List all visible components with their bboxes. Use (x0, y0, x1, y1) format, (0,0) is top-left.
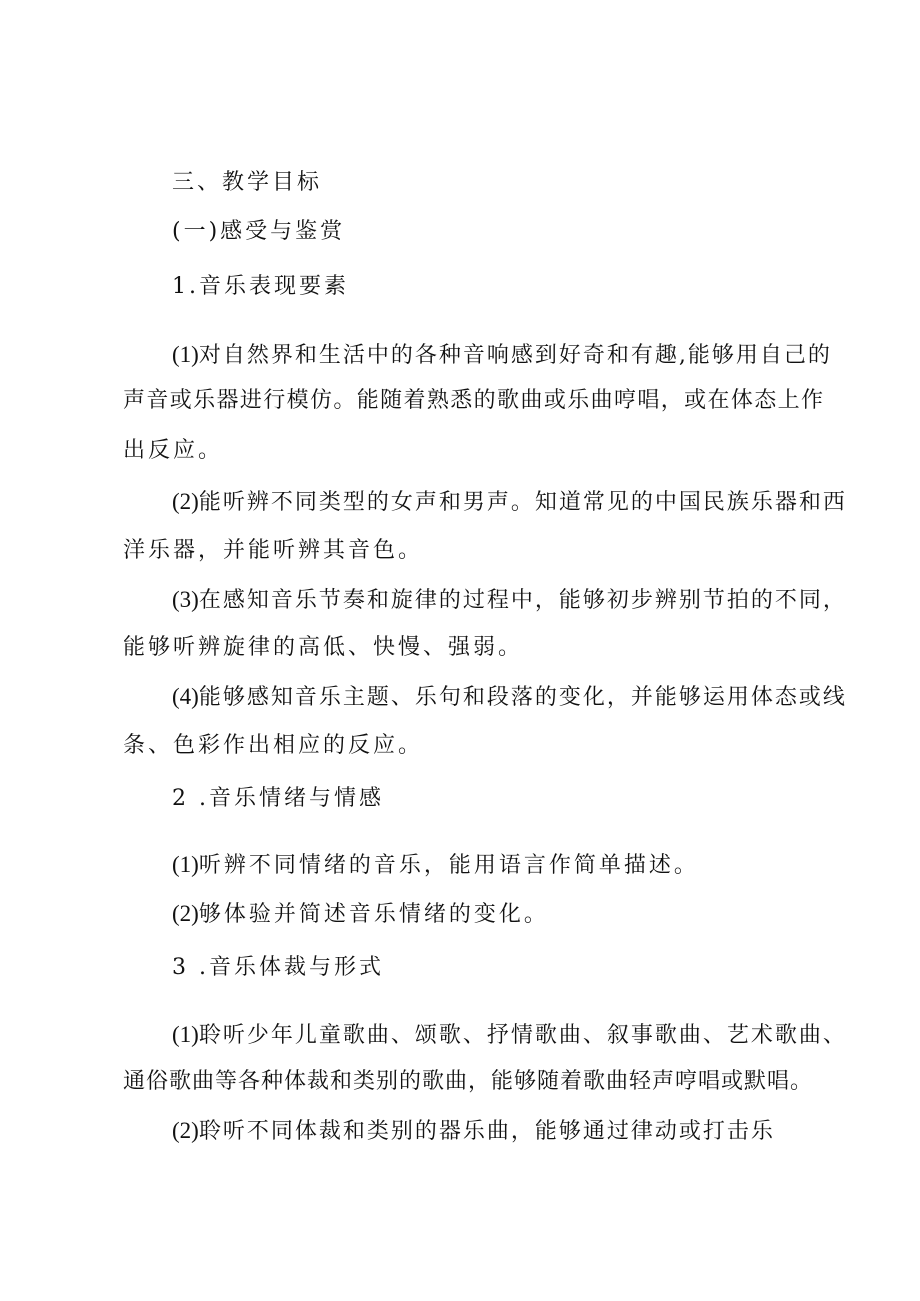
item1-p2-line2: 洋乐器，并能听辨其音色。 (123, 538, 424, 563)
section-heading: 三、教学目标 (172, 170, 323, 195)
item1-p4-line1 (172, 683, 847, 712)
item1-p4-text: 能够感知音乐主题、乐句和段落的变化，并能够运用体态或线 (198, 685, 847, 710)
item3-p2-text: 聆听不同体裁和类别的器乐曲，能够通过律动或打击乐 (198, 1119, 775, 1144)
item2-p2-number: (2) (172, 901, 199, 926)
item1-p1-text: 对自然界和生活中的各种音响感到好奇和有趣,能够用自己的 (198, 343, 832, 368)
item1-p3-line1 (172, 586, 847, 615)
item3-p2-line1 (172, 1117, 775, 1146)
item1-heading: 1.音乐表现要素 (172, 274, 349, 299)
item1-p3-text: 在感知音乐节奏和旋律的过程中，能够初步辨别节拍的不同， (198, 588, 847, 613)
item3-p1-line1 (172, 1021, 847, 1050)
item3-p1-number: (1) (172, 1022, 199, 1047)
item1-p1-line1 (172, 341, 832, 370)
item1-p4-line2: 条、色彩作出相应的反应。 (123, 733, 424, 758)
item1-p1-line2: 声音或乐器进行模仿。能随着熟悉的歌曲或乐曲哼唱，或在体态上作 (123, 388, 823, 413)
item2-p1-number: (1) (172, 852, 199, 877)
item2-p1-text: 听辨不同情绪的音乐，能用语言作简单描述。 (198, 853, 699, 878)
item2-p2 (172, 900, 549, 929)
item2-p2-text: 够体验并简述音乐情绪的变化。 (198, 902, 549, 927)
item1-p3-number: (3) (172, 587, 199, 612)
item3-p1-text: 聆听少年儿童歌曲、颂歌、抒情歌曲、叙事歌曲、艺术歌曲、 (198, 1023, 847, 1048)
item1-p2-line1 (172, 488, 847, 517)
item3-p1-line2: 通俗歌曲等各种体裁和类别的歌曲，能够随着歌曲轻声哼唱或默唱。 (123, 1069, 814, 1094)
item3-heading: 3 .音乐体裁与形式 (172, 955, 384, 980)
item1-p1-number: (1) (172, 342, 199, 367)
item1-p2-number: (2) (172, 489, 199, 514)
item1-p4-number: (4) (172, 684, 199, 709)
item2-p1 (172, 851, 699, 880)
item3-p2-number: (2) (172, 1118, 199, 1143)
item1-p2-text: 能听辨不同类型的女声和男声。知道常见的中国民族乐器和西 (198, 490, 847, 515)
subsection-heading: (一)感受与鉴赏 (172, 219, 346, 244)
item1-p1-line3: 出反应。 (123, 438, 224, 463)
item2-heading: 2 .音乐情绪与情感 (172, 786, 384, 811)
item1-p3-line2: 能够听辨旋律的高低、快慢、强弱。 (123, 635, 524, 660)
